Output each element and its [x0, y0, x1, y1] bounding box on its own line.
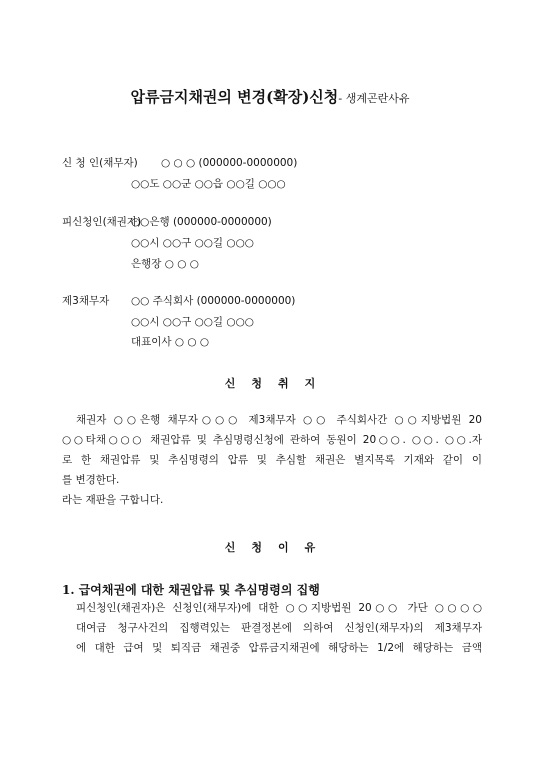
applicant-name: ○ ○ ○ (000000-0000000): [161, 157, 298, 169]
applicant-address: ○○도 ○○군 ○○읍 ○○길 ○○○: [131, 178, 286, 190]
purpose-heading: 신청취지: [224, 377, 332, 390]
purpose-closing: 라는 재판을 구합니다.: [62, 494, 164, 506]
section-1-title: 1. 급여채권에 대한 채권압류 및 추심명령의 집행: [62, 583, 320, 597]
applicant-label: 신 청 인(채무자): [62, 157, 138, 169]
section-1-line-1: 피신청인(채권자)은 신청인(채무자)에 대한 ○○지방법원 20○○ 가단 ○○○○: [76, 602, 482, 614]
purpose-line-3: 로 한 채권압류 및 추심명령의 압류 및 추심할 채권은 별지목록 기재와 같이 이: [62, 454, 482, 466]
section-1-line-2: 대여금 청구사건의 집행력있는 판결정본에 의하여 신청인(채무자)의 제3채무자: [76, 622, 482, 634]
respondent-representative: 은행장 ○ ○ ○: [131, 258, 199, 270]
third-debtor-name: ○○ 주식회사 (000000-0000000): [131, 295, 296, 307]
document-title: [0, 86, 540, 107]
respondent-label: 피신청인(채권자): [62, 216, 142, 228]
reasons-heading: 신청이유: [224, 541, 332, 554]
section-1-line-3: 에 대한 급여 및 퇴직금 채권중 압류금지채권에 해당하는 1/2에 해당하는 금액: [76, 642, 482, 654]
third-debtor-representative: 대표이사 ○ ○ ○: [131, 336, 210, 348]
respondent-address: ○○시 ○○구 ○○길 ○○○: [131, 237, 254, 249]
third-debtor-address: ○○시 ○○구 ○○길 ○○○: [131, 316, 254, 328]
third-debtor-label: 제3채무자: [62, 295, 110, 307]
purpose-line-2: ○○타채○○○ 채권압류 및 추심명령신청에 관하여 동원이 20○○. ○○. ○○.자: [62, 434, 482, 446]
title-sub: - 생계곤란사유: [338, 92, 410, 105]
title-main: 압류금지채권의 변경(확장)신청: [130, 88, 339, 106]
purpose-line-1: 채권자 ○○은행 채무자○○○ 제3채무자 ○○ 주식회사간 ○○지방법원 20: [76, 414, 482, 426]
purpose-line-4: 를 변경한다.: [62, 474, 120, 486]
respondent-name: ○○은행 (000000-0000000): [131, 216, 272, 228]
